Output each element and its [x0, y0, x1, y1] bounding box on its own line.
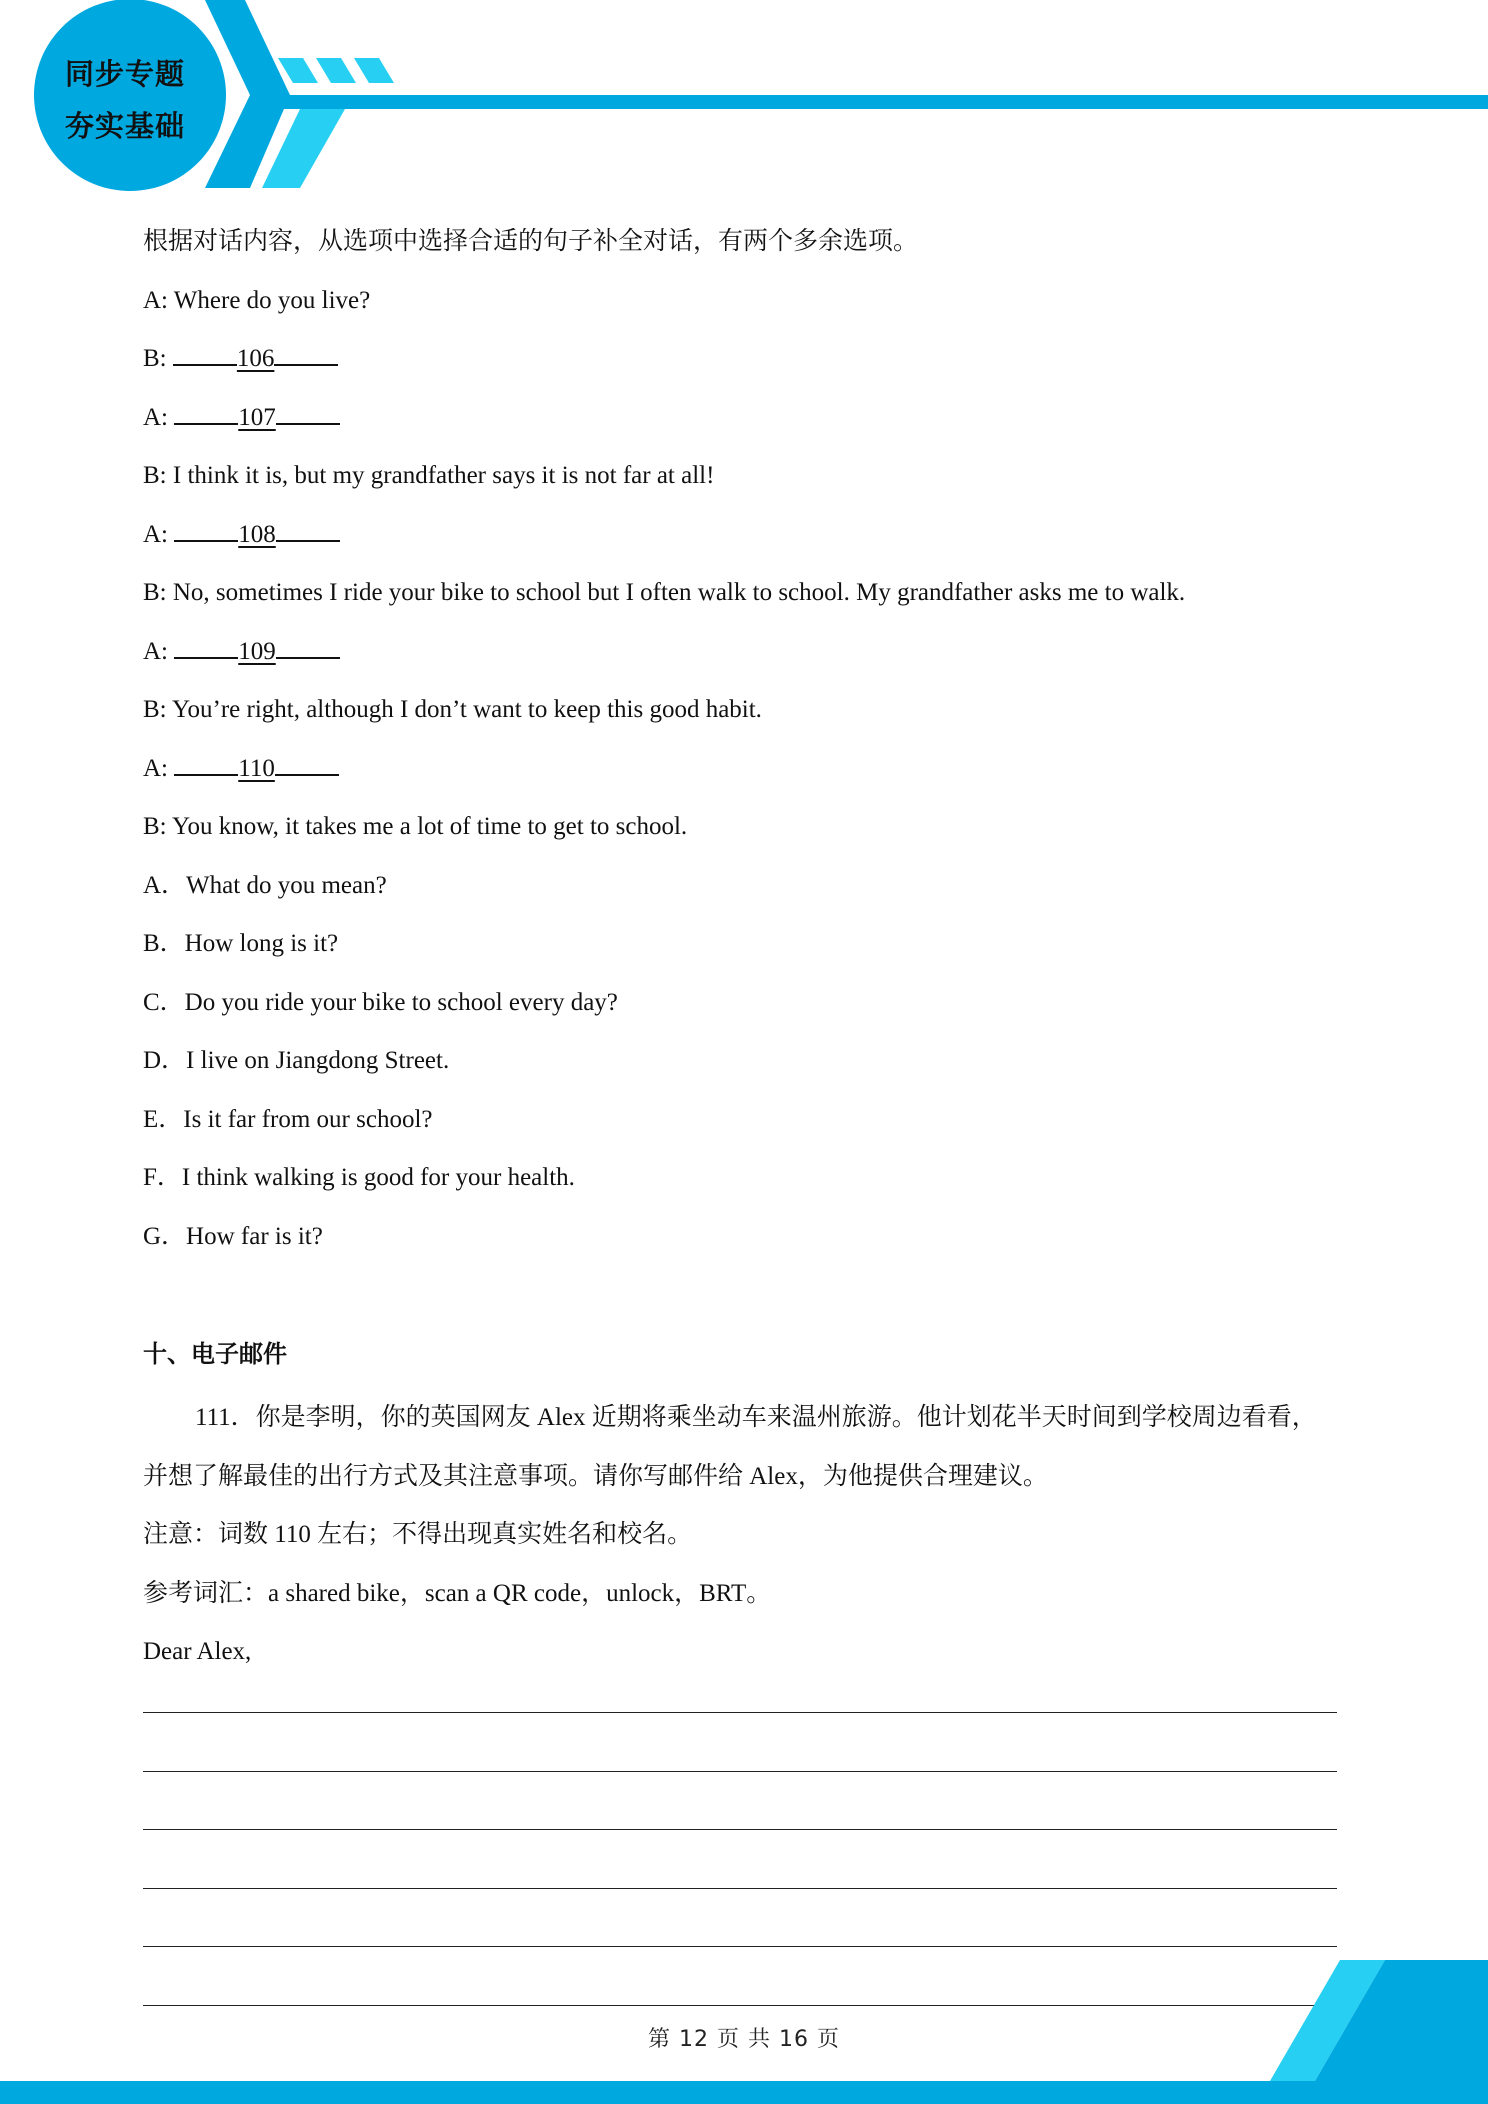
writing-line[interactable]: [143, 1830, 1337, 1889]
dialogue-line: B: No, sometimes I ride your bike to school but I often walk to school. My grandfather asks me to walk.: [143, 579, 1186, 606]
dialogue-section: [143, 222, 1343, 1275]
dialogue-line-blank: [143, 632, 1343, 691]
option-a: A．What do you mean?: [143, 871, 387, 899]
dialogue-line-blank: [143, 339, 1343, 398]
task-prompt-line-1: 111．你是李明，你的英国网友 Alex 近期将乘坐动车来温州旅游。他计划花半天时间到学校周边看看，: [195, 1404, 1317, 1431]
speaker-label: A:: [143, 520, 175, 548]
option-f: F．I think walking is good for your health.: [143, 1164, 575, 1191]
speaker-label: B:: [143, 345, 173, 372]
badge-line-1: 同步专题: [64, 57, 185, 91]
dialogue-line: B: You know, it takes me a lot of time to get to school.: [143, 813, 688, 840]
task-vocab: 参考词汇：a shared bike，scan a QR code，unlock，BRT。: [143, 1579, 772, 1607]
speaker-label: A:: [143, 637, 175, 665]
blank-number: 108: [238, 520, 276, 548]
dialogue-line-blank: [143, 398, 1343, 457]
section-title: 十、电子邮件: [143, 1340, 287, 1368]
dialogue-line-blank: [143, 515, 1343, 574]
blank-number: 106: [236, 345, 275, 372]
writing-line[interactable]: [143, 1713, 1337, 1772]
header-banner: [0, 0, 1488, 200]
answer-blank-110[interactable]: [174, 749, 339, 789]
writing-line[interactable]: [143, 1772, 1337, 1831]
blank-number: 109: [238, 637, 276, 665]
answer-blank-107[interactable]: [174, 398, 340, 438]
dialogue-line-blank: [143, 749, 1343, 808]
option-c: C．Do you ride your bike to school every day?: [143, 988, 618, 1016]
footer-stripe: [0, 2081, 1488, 2104]
blank-number: 110: [238, 754, 275, 782]
answer-blank-108[interactable]: [174, 515, 340, 555]
email-task: [143, 1389, 1343, 1682]
instruction-text: 根据对话内容，从选项中选择合适的句子补全对话，有两个多余选项。: [143, 228, 919, 255]
dialogue-line: A: Where do you live?: [143, 286, 371, 314]
header-dash-2: [316, 58, 356, 83]
blank-number: 107: [238, 403, 276, 431]
badge-line-2: 夯实基础: [64, 109, 185, 143]
speaker-label: A:: [143, 754, 175, 782]
option-d: D．I live on Jiangdong Street.: [143, 1047, 450, 1074]
page-number: 第 12 页 共 16 页: [648, 2027, 840, 2052]
answer-blank-106[interactable]: [173, 339, 339, 379]
writing-line[interactable]: [143, 1889, 1337, 1948]
answer-blank-109[interactable]: [174, 632, 340, 672]
header-badge-circle: [34, 0, 226, 191]
option-e: E．Is it far from our school?: [143, 1105, 433, 1133]
option-b: B．How long is it?: [143, 930, 339, 957]
header-dash-1: [278, 58, 318, 83]
email-greeting: Dear Alex,: [143, 1638, 252, 1665]
task-prompt-line-2: 并想了解最佳的出行方式及其注意事项。请你写邮件给 Alex，为他提供合理建议。: [143, 1462, 1048, 1490]
speaker-label: A:: [143, 403, 175, 431]
header-stripe: [258, 95, 1488, 109]
dialogue-line: B: I think it is, but my grandfather says it is not far at all!: [143, 462, 715, 489]
dialogue-line: B: You’re right, although I don’t want to keep this good habit.: [143, 696, 762, 723]
task-note: 注意：词数 110 左右；不得出现真实姓名和校名。: [143, 1521, 693, 1548]
option-g: G．How far is it?: [143, 1222, 323, 1250]
header-dash-3: [354, 58, 394, 83]
